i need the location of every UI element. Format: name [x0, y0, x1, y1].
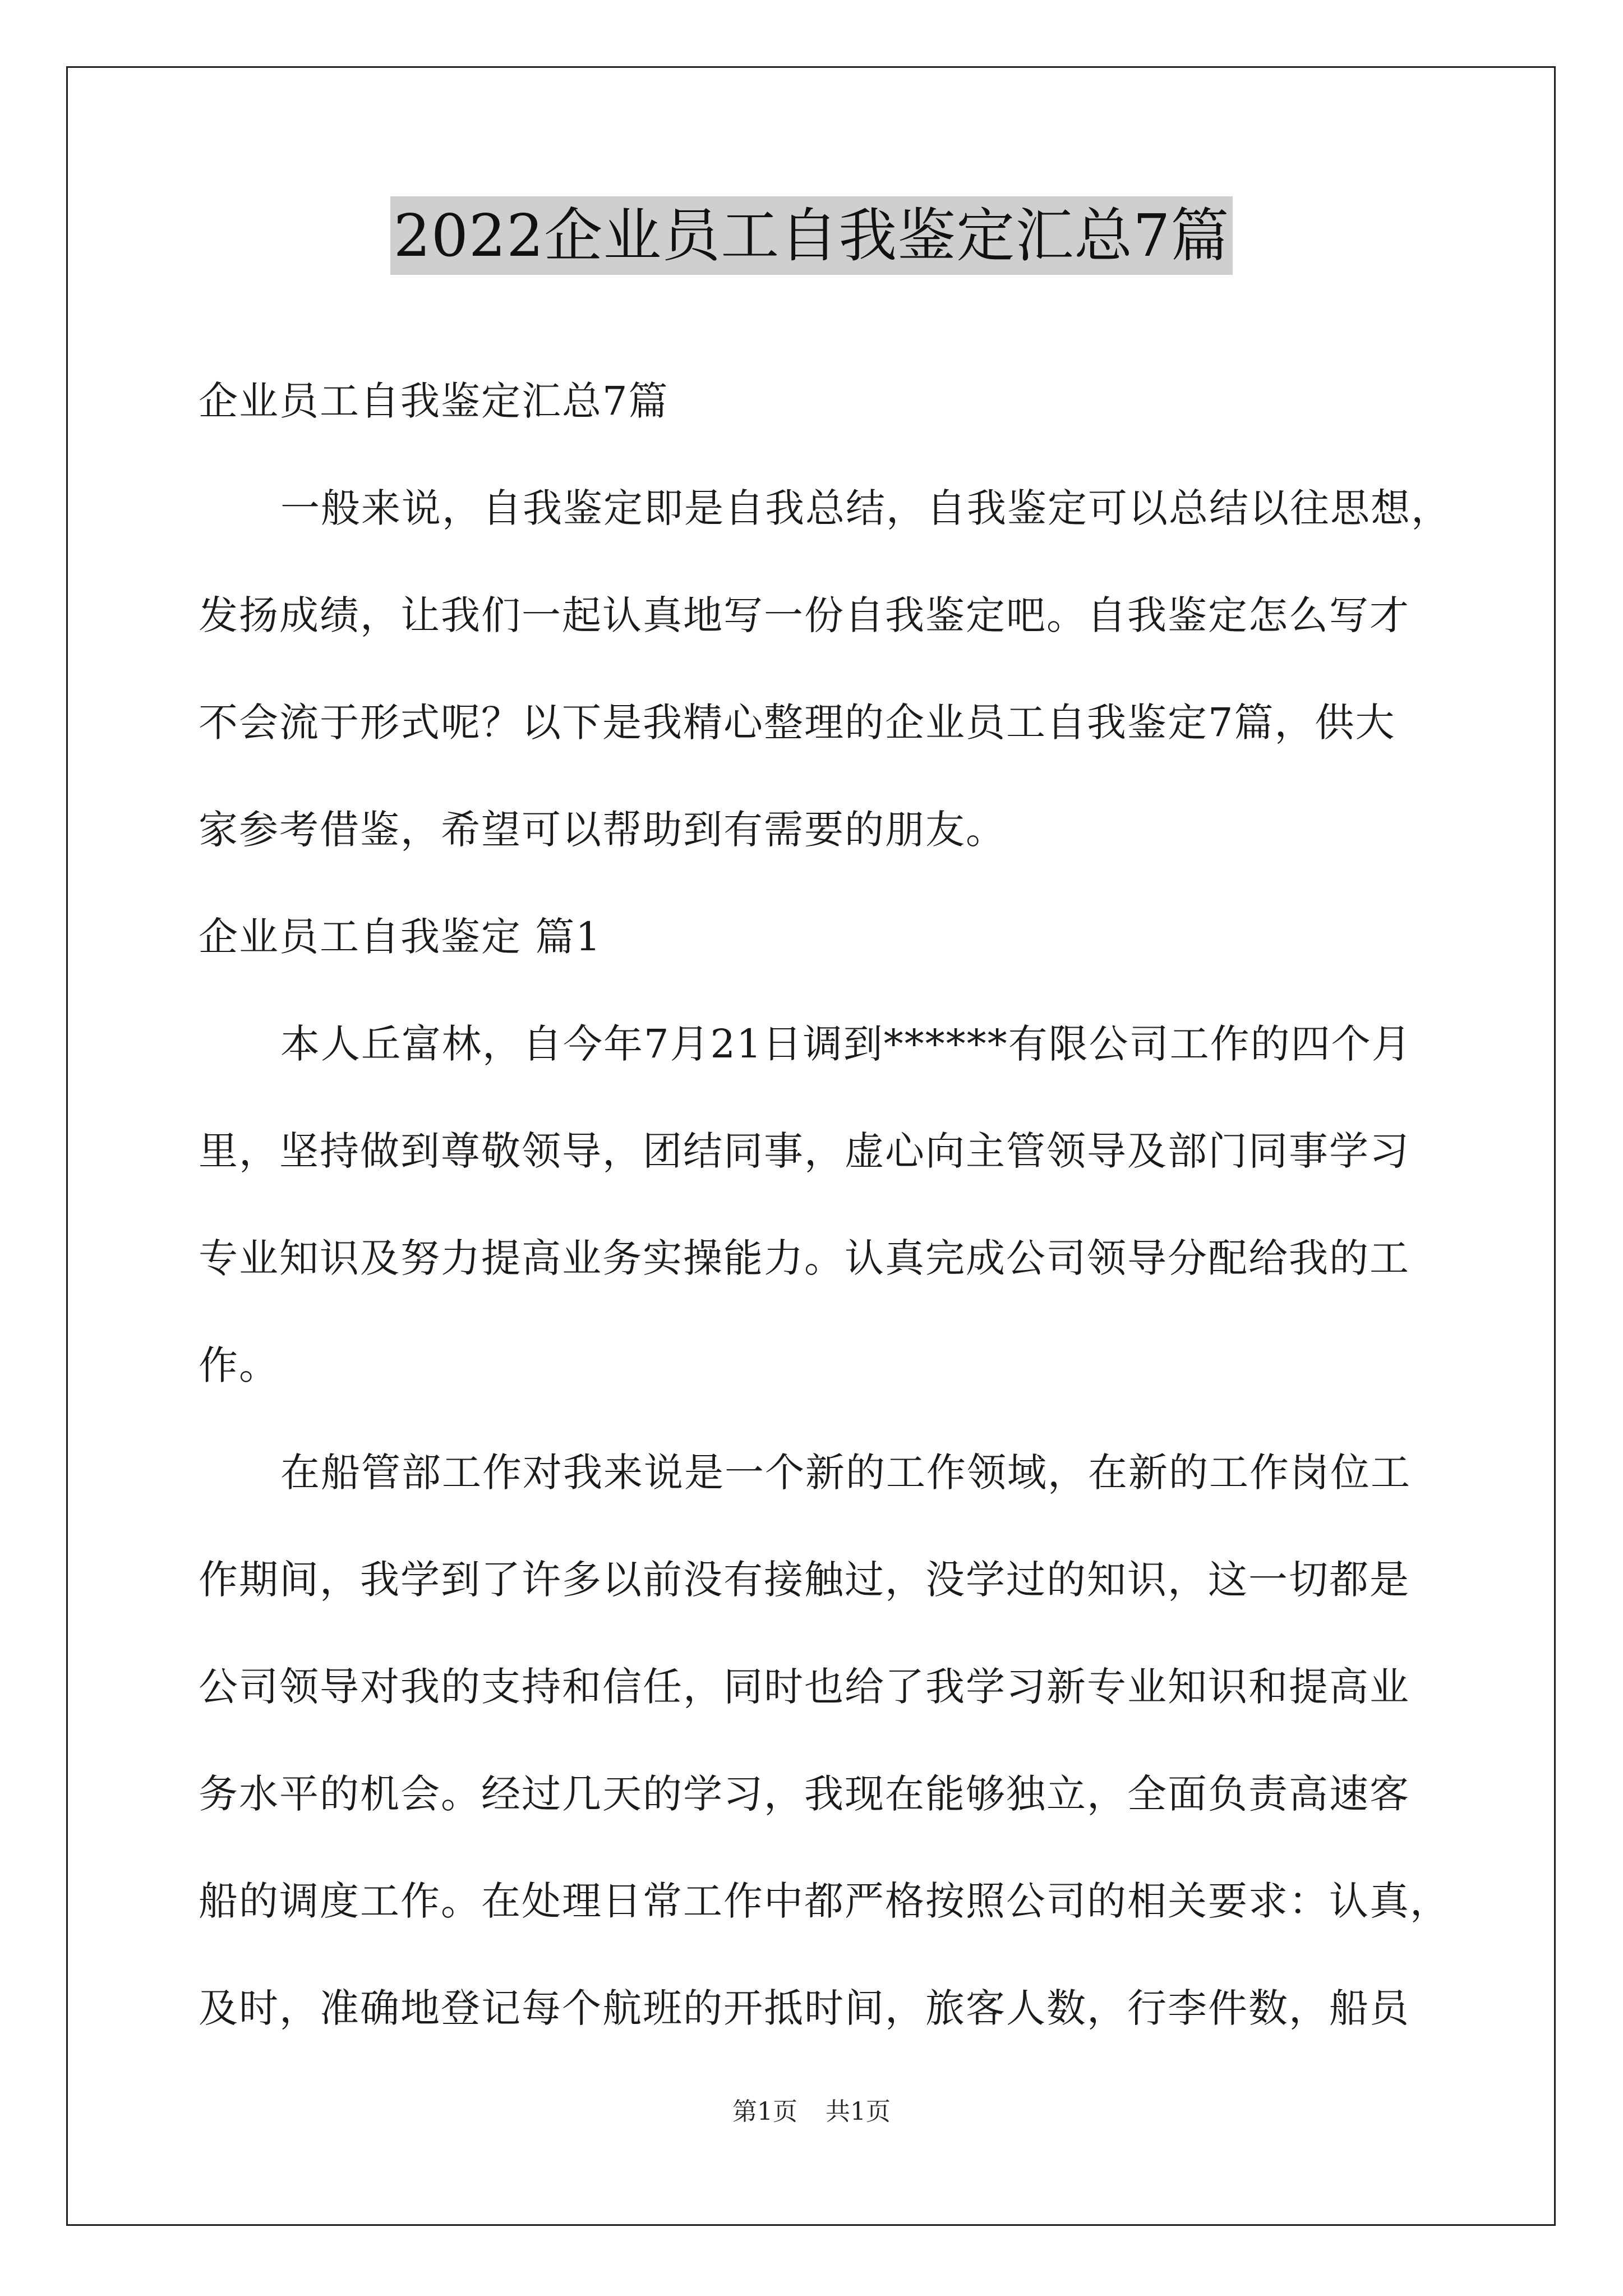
page-total: 共1页: [826, 2097, 891, 2126]
text-line: 专业知识及努力提高业务实操能力。认真完成公司领导分配给我的工: [199, 1235, 1410, 1281]
page-footer: [0, 2095, 1623, 2129]
text-line: 及时，准确地登记每个航班的开抵时间，旅客人数，行李件数，船员: [199, 1985, 1410, 2031]
document-title: 2022企业员工自我鉴定汇总7篇: [390, 196, 1233, 275]
text-line: 作。: [199, 1342, 279, 1388]
text-line: 一般来说，自我鉴定即是自我总结，自我鉴定可以总结以往思想，: [280, 485, 1451, 531]
text-line: 作期间，我学到了许多以前没有接触过，没学过的知识，这一切都是: [199, 1557, 1410, 1603]
text-line: 不会流于形式呢？以下是我精心整理的企业员工自我鉴定7篇，供大: [199, 700, 1396, 746]
text-line: 在船管部工作对我来说是一个新的工作领域，在新的工作岗位工: [280, 1450, 1411, 1496]
text-line: 公司领导对我的支持和信任，同时也给了我学习新专业知识和提高业: [199, 1664, 1410, 1710]
page-number: 第1页: [732, 2097, 797, 2126]
text-line: 里，坚持做到尊敬领导，团结同事，虚心向主管领导及部门同事学习: [199, 1128, 1410, 1174]
text-line: 本人丘富林，自今年7月21日调到******有限公司工作的四个月: [280, 1021, 1412, 1067]
title-container: [0, 196, 1623, 275]
document-body: [199, 348, 1455, 2062]
text-line: 务水平的机会。经过几天的学习，我现在能够独立，全面负责高速客: [199, 1771, 1410, 1817]
text-line: 企业员工自我鉴定汇总7篇: [199, 378, 669, 424]
text-line: 企业员工自我鉴定 篇1: [199, 914, 602, 960]
text-line: 船的调度工作。在处理日常工作中都严格按照公司的相关要求：认真，: [199, 1878, 1450, 1924]
text-line: 家参考借鉴，希望可以帮助到有需要的朋友。: [199, 807, 1006, 853]
text-line: 发扬成绩，让我们一起认真地写一份自我鉴定吧。自我鉴定怎么写才: [199, 592, 1410, 638]
